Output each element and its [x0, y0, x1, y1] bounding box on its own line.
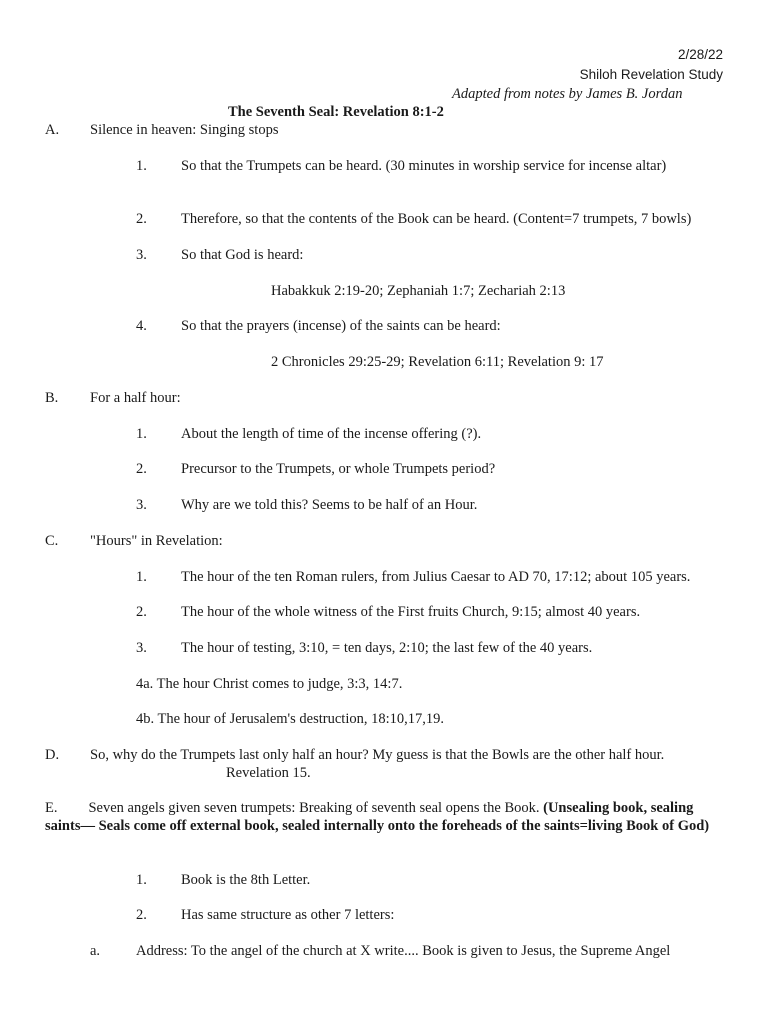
sub-item-letter: a. — [90, 943, 101, 959]
list-item-number: 2. — [136, 461, 147, 477]
list-item: The hour of the whole witness of the First fruits Church, 9:15; almost 40 years. — [181, 604, 641, 620]
list-item-number: 3. — [136, 247, 147, 263]
list-item-number: 2. — [136, 604, 147, 620]
list-item: The hour of the ten Roman rulers, from Julius Caesar to AD 70, 17:12; about 105 years. — [181, 569, 691, 585]
section-a-letter: A. — [45, 122, 60, 138]
list-item: So that the prayers (incense) of the saints can be heard: — [181, 318, 501, 334]
list-item: 4a. The hour Christ comes to judge, 3:3, 14:7. — [136, 676, 403, 692]
section-e-paragraph — [45, 799, 725, 835]
list-item: About the length of time of the incense offering (?). — [181, 426, 482, 442]
list-item-number: 1. — [136, 872, 147, 888]
list-item: So that God is heard: — [181, 247, 304, 263]
scripture-reference: 2 Chronicles 29:25-29; Revelation 6:11; Revelation 9: 17 — [271, 354, 604, 370]
section-c-letter: C. — [45, 533, 59, 549]
scripture-reference: Revelation 15. — [226, 765, 311, 781]
list-item: Has same structure as other 7 letters: — [181, 907, 395, 923]
section-a-text: Silence in heaven: Singing stops — [90, 122, 279, 138]
list-item-number: 1. — [136, 426, 147, 442]
list-item: So that the Trumpets can be heard. (30 minutes in worship service for incense altar) — [181, 158, 667, 174]
adapted-from: Adapted from notes by James B. Jordan — [452, 86, 683, 102]
list-item-number: 3. — [136, 497, 147, 513]
section-e-bold-note: (Unsealing book, sealing saints— Seals come off external book, sealed internally onto the foreheads of the saints=living Book of God) — [45, 800, 710, 834]
list-item-number: 3. — [136, 640, 147, 656]
list-item-number: 2. — [136, 907, 147, 923]
list-item: Book is the 8th Letter. — [181, 872, 311, 888]
section-e-text: Seven angels given seven trumpets: Breaking of seventh seal opens the Book. — [88, 800, 540, 816]
section-b-letter: B. — [45, 390, 59, 406]
section-d-text: So, why do the Trumpets last only half an hour? My guess is that the Bowls are the other half hour. — [90, 747, 665, 763]
section-b-text: For a half hour: — [90, 390, 181, 406]
scripture-reference: Habakkuk 2:19-20; Zephaniah 1:7; Zechariah 2:13 — [271, 283, 566, 299]
page-title: The Seventh Seal: Revelation 8:1-2 — [228, 104, 444, 120]
list-item: 4b. The hour of Jerusalem's destruction, 18:10,17,19. — [136, 711, 445, 727]
section-c-text: "Hours" in Revelation: — [90, 533, 223, 549]
list-item-number: 1. — [136, 158, 147, 174]
study-name: Shiloh Revelation Study — [579, 67, 723, 82]
section-e-letter: E. — [45, 800, 58, 816]
sub-item: Address: To the angel of the church at X write.... Book is given to Jesus, the Supreme Angel — [136, 943, 671, 959]
list-item-number: 1. — [136, 569, 147, 585]
list-item-number: 2. — [136, 211, 147, 227]
list-item-number: 4. — [136, 318, 147, 334]
list-item: The hour of testing, 3:10, = ten days, 2:10; the last few of the 40 years. — [181, 640, 593, 656]
list-item: Precursor to the Trumpets, or whole Trumpets period? — [181, 461, 496, 477]
list-item: Why are we told this? Seems to be half of an Hour. — [181, 497, 478, 513]
date: 2/28/22 — [677, 47, 723, 62]
section-d-letter: D. — [45, 747, 60, 763]
list-item: Therefore, so that the contents of the Book can be heard. (Content=7 trumpets, 7 bowls) — [181, 211, 692, 227]
